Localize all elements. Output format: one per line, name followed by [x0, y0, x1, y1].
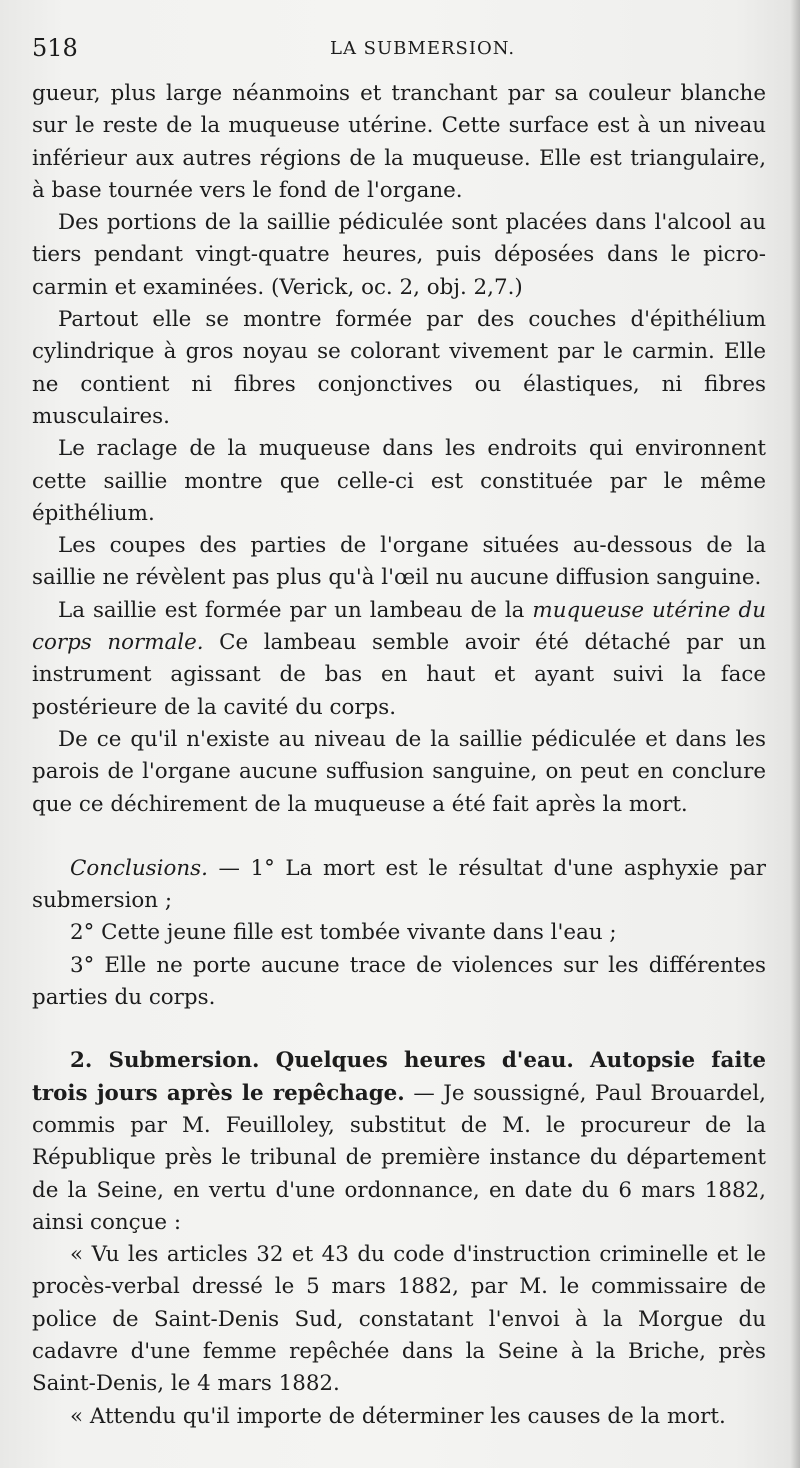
- page-shadow: [790, 0, 800, 1468]
- section-2-title: 2. Submersion. Quelques heures d'eau. Autopsie faite trois jours après le repêchage.: [32, 1048, 766, 1106]
- quote-attendu: « Attendu qu'il importe de déterminer les causes de la mort.: [70, 1403, 726, 1429]
- paragraph-scraping: Le raclage de la muqueuse dans les endroits qui environnent cette saillie montre que celle-ci est constituée par le même épithélium.: [32, 436, 766, 526]
- page-number: 518: [32, 34, 78, 62]
- paragraph-postmortem-tear: De ce qu'il n'existe au niveau de la saillie pédiculée et dans les parois de l'organe aucune suffusion sanguine, on peut en conclure que ce déchirement de la muqueuse a été fait après la mort.: [32, 726, 766, 817]
- flap-italic: muqueuse utérine du corps normale.: [32, 597, 766, 656]
- quote-articles: « Vu les articles 32 et 43 du code d'instruction criminelle et le procès-verbal dressé le 5 mars 1882, par M. le commissaire de police de Saint-Denis Sud, constatant l'envoi à la Morgue du cadavre d'une femme repêchée dans la Seine à la Briche, près Saint-Denis, le 4 mars 1882.: [32, 1242, 766, 1397]
- section-2-intro: [32, 1045, 766, 1239]
- body-text: [32, 78, 766, 1433]
- paragraph-alcohol-preparation: Des portions de la saillie pédiculée sont placées dans l'alcool au tiers pendant vingt-quatre heures, puis déposées dans le picro-carmin et examinées. (Verick, oc. 2, obj. 2,7.): [32, 210, 766, 300]
- conclusion-1-text: — 1° La mort est le résultat d'une asphyxie par submersion ;: [32, 855, 766, 914]
- flap-text-end: Ce lambeau semble avoir été détaché par un instrument agissant de bas en haut et ayant suivi la face postérieure de la cavité du corps.: [32, 630, 766, 720]
- page-header: [30, 30, 770, 70]
- paragraph-epithelium: Partout elle se montre formée par des couches d'épithélium cylindrique à gros noyau se colorant vivement par le carmin. Elle ne contient ni fibres conjonctives ou élastiques, ni fibres musculaires.: [32, 307, 766, 429]
- section-2-text: — Je soussigné, Paul Brouardel, commis par M. Feuilloley, substitut de M. le procureur de la République près le tribunal de première instance du département de la Seine, en vertu d'une ordonnance, en date du 6 mars 1882, ainsi conçue :: [32, 1080, 766, 1235]
- conclusions-item-3: 3° Elle ne porte aucune trace de violences sur les différentes parties du corps.: [32, 952, 766, 1011]
- paragraph-continuation: gueur, plus large néanmoins et tranchant par sa couleur blanche sur le reste de la muqueuse utérine. Cette surface est à un niveau inférieur aux autres régions de la muqueuse. Elle est triangulaire, à base tournée vers le fond de l'organe.: [32, 81, 766, 203]
- paragraph-sections: Les coupes des parties de l'organe situées au-dessous de la saillie ne révèlent pas plus qu'à l'œil nu aucune diffusion sanguine.: [32, 533, 766, 591]
- conclusions-item-1: [32, 853, 766, 918]
- paragraph-flap: [32, 595, 766, 724]
- conclusions-label: Conclusions.: [70, 855, 208, 881]
- flap-text-start: La saillie est formée par un lambeau de la: [58, 597, 533, 623]
- conclusions-item-2: 2° Cette jeune fille est tombée vivante dans l'eau ;: [70, 920, 617, 946]
- running-head: LA SUBMERSION.: [330, 38, 516, 59]
